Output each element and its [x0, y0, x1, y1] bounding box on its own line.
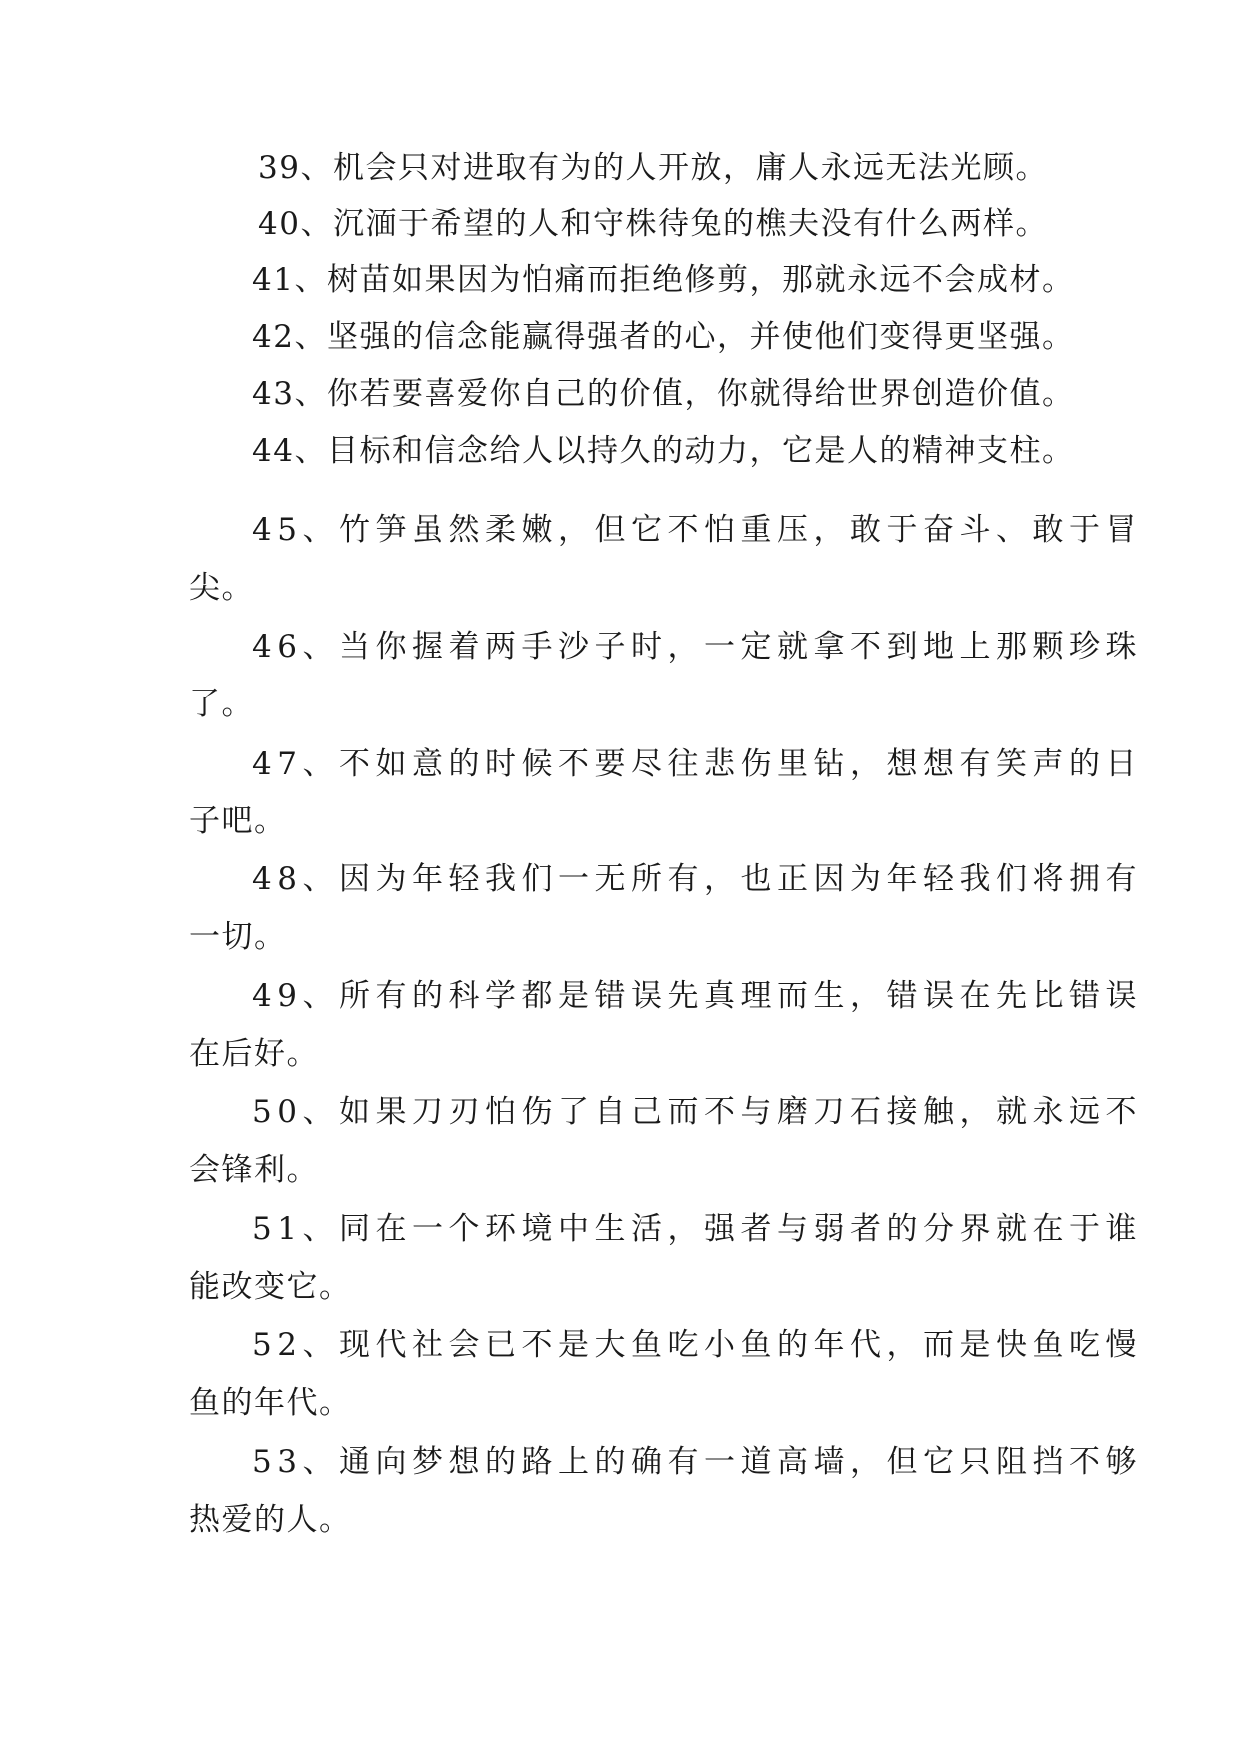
item-number: 41	[252, 262, 295, 298]
list-item-continuation: 子吧。	[189, 803, 287, 839]
list-item	[258, 148, 1048, 188]
list-item	[252, 431, 1074, 471]
item-number: 50	[252, 1094, 303, 1130]
item-number: 45	[252, 512, 303, 548]
item-text: 、同在一个环境中生活，强者与弱者的分界就在于谁	[302, 1211, 1142, 1247]
item-number: 40	[258, 206, 301, 242]
list-item-continuation: 鱼的年代。	[189, 1385, 352, 1421]
item-number: 43	[252, 376, 295, 412]
list-item	[252, 1092, 1142, 1132]
item-text: 、所有的科学都是错误先真理而生，错误在先比错误	[302, 978, 1142, 1014]
list-item-continuation: 热爱的人。	[189, 1502, 352, 1538]
item-text: 、目标和信念给人以持久的动力，它是人的精神支柱。	[294, 433, 1075, 469]
item-number: 51	[252, 1211, 303, 1247]
item-number: 48	[252, 861, 303, 897]
list-item	[252, 744, 1142, 784]
list-item-continuation: 在后好。	[189, 1036, 319, 1072]
item-text: 、因为年轻我们一无所有，也正因为年轻我们将拥有	[302, 861, 1142, 897]
list-item-continuation: 尖。	[189, 570, 254, 606]
item-text: 、你若要喜爱你自己的价值，你就得给世界创造价值。	[294, 376, 1075, 412]
item-text: 、如果刀刃怕伤了自己而不与磨刀石接触，就永远不	[302, 1094, 1142, 1130]
item-number: 46	[252, 629, 303, 665]
list-item-continuation: 会锋利。	[189, 1152, 319, 1188]
item-number: 49	[252, 978, 303, 1014]
item-number: 53	[252, 1444, 303, 1480]
list-item-continuation: 了。	[189, 686, 254, 722]
list-item-continuation: 能改变它。	[189, 1269, 352, 1305]
item-number: 42	[252, 319, 295, 355]
item-number: 47	[252, 746, 303, 782]
list-item	[252, 260, 1074, 300]
list-item	[252, 1209, 1142, 1249]
list-item	[252, 859, 1142, 899]
item-text: 、树苗如果因为怕痛而拒绝修剪，那就永远不会成材。	[294, 262, 1075, 298]
item-text: 、沉湎于希望的人和守株待兔的樵夫没有什么两样。	[300, 206, 1048, 242]
item-number: 52	[252, 1327, 303, 1363]
list-item	[252, 317, 1074, 357]
list-item	[252, 627, 1142, 667]
item-text: 、当你握着两手沙子时，一定就拿不到地上那颗珍珠	[302, 629, 1142, 665]
item-text: 、竹笋虽然柔嫩，但它不怕重压，敢于奋斗、敢于冒	[302, 512, 1142, 548]
list-item	[252, 374, 1074, 414]
list-item	[252, 510, 1142, 550]
item-text: 、通向梦想的路上的确有一道高墙，但它只阻挡不够	[302, 1444, 1142, 1480]
list-item	[252, 1325, 1142, 1365]
list-item	[252, 1442, 1142, 1482]
item-text: 、不如意的时候不要尽往悲伤里钻，想想有笑声的日	[302, 746, 1142, 782]
list-item	[252, 976, 1142, 1016]
item-text: 、现代社会已不是大鱼吃小鱼的年代，而是快鱼吃慢	[302, 1327, 1142, 1363]
list-item	[258, 204, 1048, 244]
item-text: 、机会只对进取有为的人开放，庸人永远无法光顾。	[300, 150, 1048, 186]
list-item-continuation: 一切。	[189, 919, 287, 955]
item-number: 44	[252, 433, 295, 469]
item-text: 、坚强的信念能赢得强者的心，并使他们变得更坚强。	[294, 319, 1075, 355]
item-number: 39	[258, 150, 301, 186]
